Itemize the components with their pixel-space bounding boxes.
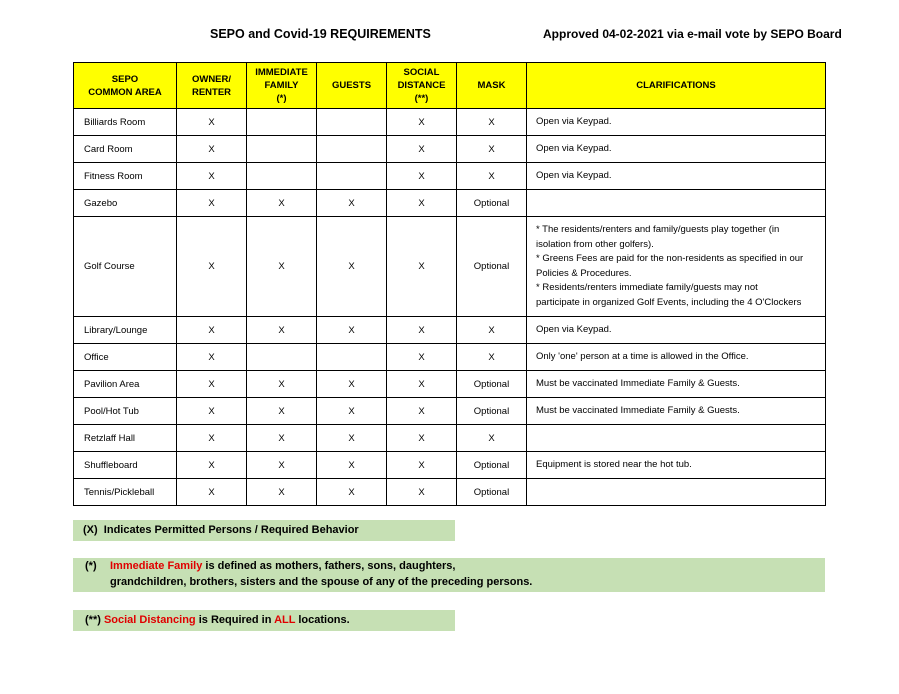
guests-cell <box>317 136 387 163</box>
table-row <box>74 371 826 398</box>
mask-cell: X <box>457 163 527 190</box>
clarification-line: Must be vaccinated Immediate Family & Guests. <box>536 377 740 389</box>
owner-cell: X <box>177 109 247 136</box>
distancing-emphasis: ALL <box>274 614 296 626</box>
family-cell: X <box>247 398 317 425</box>
distancing-symbol: (**) <box>85 614 101 626</box>
column-header-line: (*) <box>276 93 287 104</box>
distance-cell: X <box>387 479 457 506</box>
column-header-line: DISTANCE <box>397 80 446 91</box>
distance-cell: X <box>387 190 457 217</box>
clarification-line: isolation from other golfers). <box>536 238 654 250</box>
distance-cell: X <box>387 163 457 190</box>
column-header <box>177 63 247 109</box>
mask-cell: Optional <box>457 190 527 217</box>
table-row <box>74 398 826 425</box>
column-header <box>247 63 317 109</box>
column-header-line: COMMON AREA <box>88 86 162 98</box>
guests-cell: X <box>317 317 387 344</box>
clarifications-cell <box>527 452 826 479</box>
mask-cell: Optional <box>457 479 527 506</box>
column-header-line: FAMILY <box>264 80 299 91</box>
owner-cell: X <box>177 425 247 452</box>
clarifications-cell <box>527 163 826 190</box>
table-row <box>74 163 826 190</box>
guests-cell <box>317 109 387 136</box>
family-term: Immediate Family <box>110 560 203 572</box>
table-body <box>74 109 826 506</box>
permitted-legend <box>73 520 455 541</box>
family-cell: X <box>247 317 317 344</box>
column-header-line: GUESTS <box>331 80 372 91</box>
clarifications-cell <box>527 344 826 371</box>
immediate-family-note <box>73 558 825 592</box>
clarifications-cell <box>527 479 826 506</box>
area-name-cell: Billiards Room <box>74 109 177 136</box>
mask-cell: X <box>457 344 527 371</box>
clarifications-cell <box>527 190 826 217</box>
owner-cell: X <box>177 371 247 398</box>
mask-cell: X <box>457 425 527 452</box>
owner-cell: X <box>177 217 247 317</box>
table-header-row <box>74 63 826 109</box>
distance-cell: X <box>387 317 457 344</box>
mask-cell: X <box>457 109 527 136</box>
column-header-line: IMMEDIATE <box>255 67 308 78</box>
family-cell: X <box>247 190 317 217</box>
clarification-line: Equipment is stored near the hot tub. <box>536 458 692 470</box>
guests-cell: X <box>317 479 387 506</box>
column-header-line: RENTER <box>191 86 232 98</box>
approval-note: Approved 04-02-2021 via e-mail vote by SEPO Board <box>543 27 842 41</box>
table-row <box>74 479 826 506</box>
family-cell: X <box>247 425 317 452</box>
area-name-cell: Retzlaff Hall <box>74 425 177 452</box>
distance-cell: X <box>387 371 457 398</box>
family-cell <box>247 109 317 136</box>
owner-cell: X <box>177 190 247 217</box>
clarification-line: Open via Keypad. <box>536 115 612 127</box>
mask-cell: X <box>457 317 527 344</box>
owner-cell: X <box>177 344 247 371</box>
area-name-cell: Shuffleboard <box>74 452 177 479</box>
distance-cell: X <box>387 217 457 317</box>
clarification-line: Only 'one' person at a time is allowed in the Office. <box>536 350 749 362</box>
mask-cell: Optional <box>457 217 527 317</box>
area-name-cell: Pavilion Area <box>74 371 177 398</box>
clarifications-cell <box>527 109 826 136</box>
mask-cell: Optional <box>457 452 527 479</box>
owner-cell: X <box>177 317 247 344</box>
distance-cell: X <box>387 344 457 371</box>
distancing-middle: is Required in <box>195 614 275 626</box>
owner-cell: X <box>177 136 247 163</box>
table-row <box>74 217 826 317</box>
owner-cell: X <box>177 452 247 479</box>
clarification-line: Open via Keypad. <box>536 169 612 181</box>
table-row <box>74 452 826 479</box>
guests-cell <box>317 163 387 190</box>
family-cell: X <box>247 217 317 317</box>
column-header-line: MASK <box>477 80 506 91</box>
area-name-cell: Library/Lounge <box>74 317 177 344</box>
clarification-line: Open via Keypad. <box>536 142 612 154</box>
table-row <box>74 190 826 217</box>
clarification-line: participate in organized Golf Events, including the 4 O'Clockers <box>536 296 802 308</box>
family-definition: is defined as mothers, fathers, sons, daughters, <box>202 560 456 572</box>
mask-cell: Optional <box>457 398 527 425</box>
distance-cell: X <box>387 398 457 425</box>
table-row <box>74 109 826 136</box>
guests-cell <box>317 344 387 371</box>
guests-cell: X <box>317 425 387 452</box>
owner-cell: X <box>177 398 247 425</box>
mask-cell: Optional <box>457 371 527 398</box>
column-header <box>457 63 527 109</box>
area-name-cell: Card Room <box>74 136 177 163</box>
clarifications-cell <box>527 425 826 452</box>
family-symbol: (*) <box>85 560 97 572</box>
permitted-text: Indicates Permitted Persons / Required Behavior <box>103 524 359 536</box>
clarification-line: Open via Keypad. <box>536 323 612 335</box>
clarification-line: Policies & Procedures. <box>536 267 632 279</box>
clarifications-cell <box>527 136 826 163</box>
column-header-line: (**) <box>414 93 429 104</box>
area-name-cell: Fitness Room <box>74 163 177 190</box>
family-cell <box>247 163 317 190</box>
permitted-symbol: (X) <box>83 524 98 536</box>
table-row <box>74 317 826 344</box>
owner-cell: X <box>177 479 247 506</box>
family-definition-cont: grandchildren, brothers, sisters and the spouse of any of the preceding persons. <box>110 576 533 588</box>
column-header <box>527 63 826 109</box>
area-name-cell: Golf Course <box>74 217 177 317</box>
clarification-line: * Residents/renters immediate family/guests may not <box>536 282 758 293</box>
clarification-line: Must be vaccinated Immediate Family & Guests. <box>536 404 740 416</box>
column-header <box>387 63 457 109</box>
area-name-cell: Pool/Hot Tub <box>74 398 177 425</box>
column-header <box>317 63 387 109</box>
area-name-cell: Tennis/Pickleball <box>74 479 177 506</box>
family-cell: X <box>247 452 317 479</box>
column-header-line: OWNER/ <box>191 73 232 85</box>
table-row <box>74 344 826 371</box>
table-row <box>74 136 826 163</box>
family-cell: X <box>247 371 317 398</box>
guests-cell: X <box>317 371 387 398</box>
guests-cell: X <box>317 452 387 479</box>
clarification-line: * The residents/renters and family/guests play together (in <box>536 224 780 235</box>
distancing-term: Social Distancing <box>103 614 196 626</box>
clarifications-cell <box>527 398 826 425</box>
family-cell <box>247 344 317 371</box>
column-header-line: SOCIAL <box>403 67 440 78</box>
clarifications-cell <box>527 217 826 317</box>
clarifications-cell <box>527 317 826 344</box>
clarification-line: * Greens Fees are paid for the non-residents as specified in our <box>536 253 804 264</box>
clarifications-cell <box>527 371 826 398</box>
distancing-end: locations. <box>295 614 350 626</box>
guests-cell: X <box>317 217 387 317</box>
column-header-line: SEPO <box>111 73 139 85</box>
owner-cell: X <box>177 163 247 190</box>
column-header-line: CLARIFICATIONS <box>636 80 716 91</box>
area-name-cell: Office <box>74 344 177 371</box>
mask-cell: X <box>457 136 527 163</box>
guests-cell: X <box>317 398 387 425</box>
requirements-table <box>73 62 826 506</box>
distance-cell: X <box>387 109 457 136</box>
column-header <box>74 63 177 109</box>
table-row <box>74 425 826 452</box>
distance-cell: X <box>387 136 457 163</box>
area-name-cell: Gazebo <box>74 190 177 217</box>
social-distancing-note <box>73 610 455 631</box>
family-cell <box>247 136 317 163</box>
family-cell: X <box>247 479 317 506</box>
page-title: SEPO and Covid-19 REQUIREMENTS <box>210 27 431 41</box>
distance-cell: X <box>387 425 457 452</box>
distance-cell: X <box>387 452 457 479</box>
guests-cell: X <box>317 190 387 217</box>
